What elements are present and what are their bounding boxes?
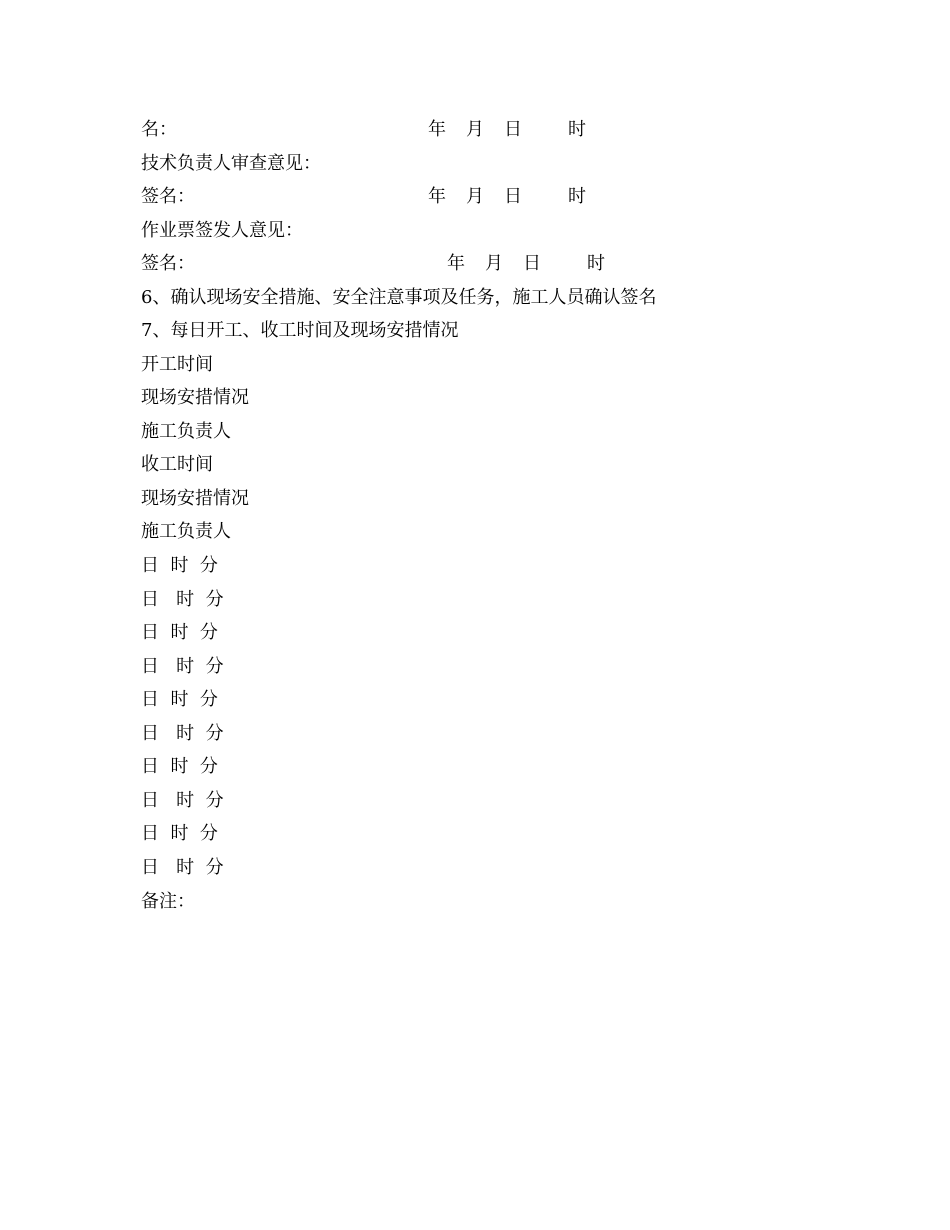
day-label: 日 bbox=[504, 119, 522, 140]
sign-label: 名： bbox=[141, 119, 177, 140]
year-label: 年 bbox=[447, 253, 465, 274]
month-label: 月 bbox=[466, 119, 484, 140]
time-row: 日 时 分 bbox=[141, 555, 218, 576]
field-site-safety: 现场安措情况 bbox=[141, 488, 249, 509]
time-row: 日 时 分 bbox=[141, 756, 218, 777]
time-row: 日 时 分 bbox=[141, 689, 218, 710]
time-row: 日 时 分 bbox=[141, 656, 224, 677]
sign-date bbox=[428, 180, 586, 214]
sign-date bbox=[447, 247, 605, 281]
sign-label: 签名： bbox=[141, 253, 195, 274]
field-site-safety: 现场安措情况 bbox=[141, 387, 249, 408]
time-row: 日 时 分 bbox=[141, 790, 224, 811]
field-end-time: 收工时间 bbox=[141, 454, 213, 475]
day-label: 日 bbox=[523, 253, 541, 274]
time-row: 日 时 分 bbox=[141, 589, 224, 610]
sign-label: 签名： bbox=[141, 186, 195, 207]
field-start-time: 开工时间 bbox=[141, 354, 213, 375]
year-label: 年 bbox=[428, 186, 446, 207]
time-row: 日 时 分 bbox=[141, 857, 224, 878]
day-label: 日 bbox=[504, 186, 522, 207]
hour-label: 时 bbox=[568, 186, 586, 207]
tech-review-opinion: 技术负责人审查意见： bbox=[141, 153, 321, 174]
hour-label: 时 bbox=[568, 119, 586, 140]
remarks-label: 备注： bbox=[141, 891, 195, 912]
item-7-daily-times: 7、每日开工、收工时间及现场安措情况 bbox=[141, 320, 459, 341]
item-6-confirmation: 6、确认现场安全措施、安全注意事项及任务，施工人员确认签名 bbox=[141, 287, 657, 308]
month-label: 月 bbox=[485, 253, 503, 274]
field-construction-leader: 施工负责人 bbox=[141, 521, 231, 542]
field-construction-leader: 施工负责人 bbox=[141, 421, 231, 442]
issuer-opinion: 作业票签发人意见： bbox=[141, 220, 303, 241]
hour-label: 时 bbox=[587, 253, 605, 274]
year-label: 年 bbox=[428, 119, 446, 140]
time-row: 日 时 分 bbox=[141, 823, 218, 844]
time-row: 日 时 分 bbox=[141, 723, 224, 744]
month-label: 月 bbox=[466, 186, 484, 207]
time-row: 日 时 分 bbox=[141, 622, 218, 643]
sign-date bbox=[428, 113, 586, 147]
